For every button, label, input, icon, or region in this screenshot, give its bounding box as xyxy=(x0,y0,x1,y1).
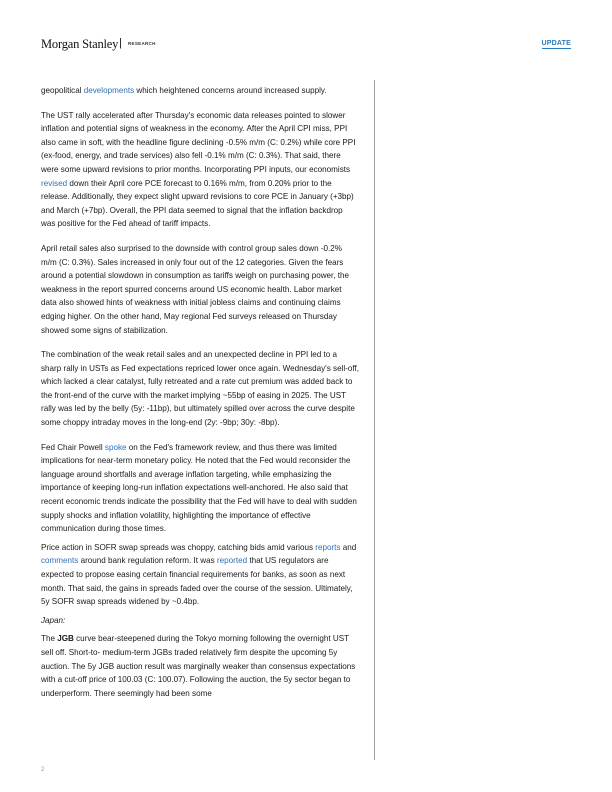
section-label: RESEARCH xyxy=(128,41,156,46)
section-heading-japan: Japan: xyxy=(41,615,66,625)
column-divider xyxy=(374,80,375,760)
link-revised[interactable]: revised xyxy=(41,178,68,188)
paragraph-geopolitical: geopolitical developments which heightened concerns around increased supply. xyxy=(41,86,327,95)
page-number: 2 xyxy=(41,767,45,773)
link-spoke[interactable]: spoke xyxy=(104,442,127,452)
link-comments[interactable]: comments xyxy=(41,556,79,566)
paragraph-jgb: The JGB curve bear-steepened during the Tokyo morning following the overnight UST sell off. Short-to- medium-term JGBs traded relatively firm despite the upcoming 5y auction. The 5y JGB auction result was marginally weaker than consensus expectations with a cut-off price of 100.03 (C: 100.07). Following the auction, the 5y sector began to underperform. There seemingly had been some xyxy=(41,634,356,698)
paragraph-sofr: Price action in SOFR swap spreads was choppy, catching bids amid various reports and comments around bank regulation reform. It was reported that US regulators are expected to propose easing certain financial requirements for banks, as soon as next month. That said, the gains in spreads faded over the course of the session. Ultimately, 5y SOFR swap spreads widened by ~0.4bp. xyxy=(41,542,357,607)
brand-separator: | xyxy=(119,37,122,49)
link-reports[interactable]: reports xyxy=(315,542,341,552)
paragraph-ust-rally: The UST rally accelerated after Thursday's economic data releases pointed to slower inflation and potential signs of weakness in the economy. After the April CPI miss, PPI also came in soft, with the headline figure declining -0.5% m/m (C: 0.2%) while core PPI (ex-food, energy, and trade services) also fell -0.1% m/m (C: 0.3%). That said, there were some upward revisions to prior months. Incorporating PPI inputs, our economists revised down their April core PCE forecast to 0.16% m/m, from 0.20% prior to the release. Additionally, they expect slight upward revisions to core PCE in January (+3bp) and March (+7bp). Overall, the PPI data seemed to signal that the inflation backdrop was positive for the Fed ahead of tariff impacts. xyxy=(41,110,356,229)
article-body xyxy=(41,84,359,711)
paragraph-combination: The combination of the weak retail sales and an unexpected decline in PPI led to a sharp rally in USTs as Fed expectations repriced lower once again. Wednesday's sell-off, which lacked a clear catalyst, fully retreated and a rate cut premium was added back to the front-end of the curve with the market implying ~55bp of easing in 2025. The UST rally was led by the belly (5y: -11bp), but ultimately spilled over across the curve despite some choppy intraday moves in the long-end (2y: -9bp; 30y: -8bp). xyxy=(41,350,359,428)
page-header xyxy=(41,37,571,51)
brand-logo: Morgan Stanley xyxy=(41,37,119,51)
update-tag: UPDATE xyxy=(541,40,571,47)
link-reported[interactable]: reported xyxy=(216,556,248,566)
link-developments[interactable]: developments xyxy=(83,86,135,95)
paragraph-powell: Fed Chair Powell spoke on the Fed's framework review, and thus there was limited implications for near-term monetary policy. He noted that the Fed would reconsider the language around shortfalls and average inflation targeting, while emphasizing the importance of keeping long-run inflation expectations well-anchored. He also said that recent economic trends indicate the possibility that the Fed will have to deal with sudden supply shocks and inflation volatility, highlighting the importance of effective communication during those times. xyxy=(41,442,357,534)
paragraph-retail-sales: April retail sales also surprised to the downside with control group sales down -0.2% m/m (C: 0.3%). Sales increased in only four out of the 12 categories. Given the fears around a potential slowdown in consumption as tariffs weigh on purchasing power, the weakness in the report spurred concerns around US economic health. Labor market data also showed hints of weakness with initial jobless claims and continuing claims edging higher. On the other hand, May regional Fed surveys released on Thursday showed some signs of stabilization. xyxy=(41,243,350,335)
